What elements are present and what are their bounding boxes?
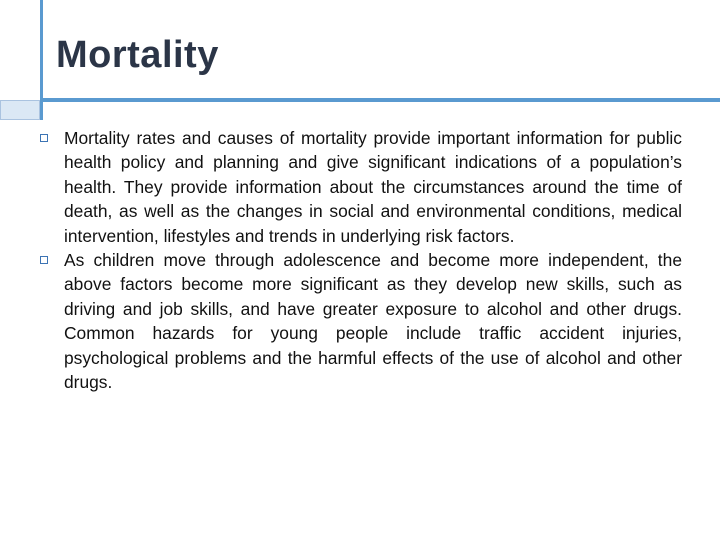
title-underline-rule xyxy=(40,98,720,102)
accent-corner-box xyxy=(0,100,40,120)
bullet-list xyxy=(36,126,682,394)
hollow-square-bullet-icon xyxy=(40,134,48,142)
bullet-text: As children move through adolescence and become more independent, the above factors become more significant as they develop new skills, such as driving and job skills, and have greater exposure to alcohol and other drugs. Common hazards for young people include traffic accident injuries, psychological problems and the harmful effects of the use of alcohol and other drugs. xyxy=(64,250,682,393)
hollow-square-bullet-icon xyxy=(40,256,48,264)
slide-title: Mortality xyxy=(56,34,219,76)
bullet-item xyxy=(36,248,682,394)
bullet-item xyxy=(36,126,682,248)
bullet-text: Mortality rates and causes of mortality provide important information for public health policy and planning and give significant indications of a population’s health. They provide information about the circumstances around the time of death, as well as the changes in social and environmental conditions, medical intervention, lifestyles and trends in underlying risk factors. xyxy=(64,128,682,246)
accent-vertical-line xyxy=(40,0,43,120)
